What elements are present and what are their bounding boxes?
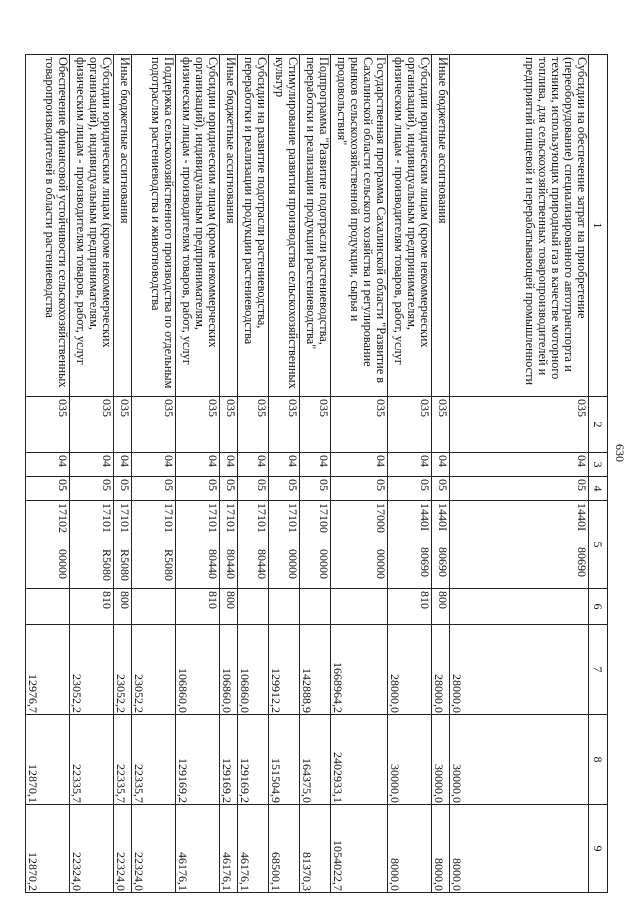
target-article-direction: R5080 <box>118 549 132 582</box>
amount-2019-cell: 22324,0 <box>70 805 114 893</box>
amount-2018-cell: 22335,7 <box>114 715 132 805</box>
expense-type-cell: 800 <box>432 589 450 625</box>
amount-2017-cell: 28000,0 <box>432 625 450 715</box>
expense-type-cell: 810 <box>176 589 220 625</box>
amount-2018-cell: 129169,2 <box>238 715 269 805</box>
expense-type-cell <box>238 589 269 625</box>
row-description: Субсидии на обеспечение затрат на приобретение (переоборудование) специализированного автотранспорта и техники, использующих природный газ в качестве моторного топлива, для сельскохозяйственных товаропроизводителей и предприятий пищевой и перерабатывающей промышленности <box>450 55 589 397</box>
amount-2019-cell: 8000,0 <box>432 805 450 893</box>
section-cell: 04 <box>388 453 432 477</box>
amount-2017-cell: 28000,0 <box>450 625 589 715</box>
amount-2019-cell: 81370,3 <box>300 805 331 893</box>
code-cell: 035 <box>114 397 132 453</box>
expense-type-cell: 810 <box>70 589 114 625</box>
target-article-program: 1440I <box>575 503 589 531</box>
amount-2017-cell: 106860,0 <box>238 625 269 715</box>
amount-2017-cell: 23052,2 <box>70 625 114 715</box>
target-article-cell <box>176 501 220 589</box>
amount-2017-cell: 12976,7 <box>26 625 70 715</box>
target-article-direction: 80690 <box>575 547 589 577</box>
header-cell: 4 <box>589 477 608 501</box>
section-cell: 04 <box>114 453 132 477</box>
subsection-cell: 05 <box>300 477 331 501</box>
target-article-program: 17101 <box>224 503 238 533</box>
section-cell: 04 <box>70 453 114 477</box>
code-cell: 035 <box>220 397 238 453</box>
budget-table <box>25 54 608 893</box>
table-row <box>26 55 70 893</box>
target-article-direction: 80690 <box>418 547 432 577</box>
code-cell: 035 <box>331 397 388 453</box>
code-cell: 035 <box>450 397 589 453</box>
target-article-direction: R5080 <box>100 549 114 582</box>
amount-2018-cell: 164375,0 <box>300 715 331 805</box>
target-article-program: 17101 <box>162 503 176 533</box>
table-row <box>432 55 450 893</box>
amount-2019-cell: 8000,0 <box>388 805 432 893</box>
section-cell: 04 <box>269 453 300 477</box>
section-cell: 04 <box>26 453 70 477</box>
code-cell: 035 <box>388 397 432 453</box>
subsection-cell: 05 <box>26 477 70 501</box>
target-article-program: 17101 <box>255 503 269 533</box>
header-cell: 6 <box>589 589 608 625</box>
amount-2017-cell: 129912,2 <box>269 625 300 715</box>
row-description: Подпрограмма "Развитие подотрасли растениеводства, переработки и реализации продукции растениеводства" <box>300 55 331 397</box>
amount-2018-cell: 129169,2 <box>176 715 220 805</box>
target-article-direction: 00000 <box>286 549 300 579</box>
table-row <box>331 55 388 893</box>
row-description: Стимулирование развития производства сельскохозяйственных культур <box>269 55 300 397</box>
amount-2019-cell: 46176,1 <box>176 805 220 893</box>
target-article-direction: 00000 <box>317 549 331 579</box>
subsection-cell: 05 <box>176 477 220 501</box>
target-article-cell <box>132 501 176 589</box>
amount-2017-cell: 28000,0 <box>388 625 432 715</box>
header-cell: 7 <box>589 625 608 715</box>
row-description: Субсидии юридическим лицам (кроме некоммерческих организаций), индивидуальным предпринимателям, физическим лицам - производителям товаров, работ, услуг <box>70 55 114 397</box>
table-row <box>238 55 269 893</box>
header-cell: 5 <box>589 501 608 589</box>
table-row <box>70 55 114 893</box>
row-description: Иные бюджетные ассигнования <box>220 55 238 397</box>
code-cell: 035 <box>176 397 220 453</box>
subsection-cell: 05 <box>388 477 432 501</box>
header-cell: 9 <box>589 805 608 893</box>
target-article-cell <box>70 501 114 589</box>
amount-2018-cell: 30000,0 <box>432 715 450 805</box>
amount-2019-cell: 22324,0 <box>132 805 176 893</box>
amount-2017-cell: 142888,9 <box>300 625 331 715</box>
section-cell: 04 <box>220 453 238 477</box>
target-article-direction: 00000 <box>374 549 388 579</box>
amount-2019-cell: 12870,2 <box>26 805 70 893</box>
target-article-program: 1440I <box>436 503 450 531</box>
row-description: Иные бюджетные ассигнования <box>114 55 132 397</box>
table-row <box>132 55 176 893</box>
expense-type-cell <box>26 589 70 625</box>
target-article-program: 17101 <box>100 503 114 533</box>
amount-2019-cell: 46176,1 <box>238 805 269 893</box>
table-row <box>220 55 238 893</box>
section-cell: 04 <box>300 453 331 477</box>
header-cell: 3 <box>589 453 608 477</box>
section-cell: 04 <box>132 453 176 477</box>
target-article-program: 17000 <box>374 503 388 533</box>
amount-2017-cell: 23052,2 <box>132 625 176 715</box>
subsection-cell: 05 <box>450 477 589 501</box>
amount-2019-cell: 1054022,7 <box>331 805 388 893</box>
code-cell: 035 <box>132 397 176 453</box>
target-article-program: 17101 <box>206 503 220 533</box>
target-article-cell <box>269 501 300 589</box>
expense-type-cell: 810 <box>388 589 432 625</box>
target-article-cell <box>331 501 388 589</box>
amount-2018-cell: 129169,2 <box>220 715 238 805</box>
target-article-cell <box>220 501 238 589</box>
target-article-cell <box>388 501 432 589</box>
expense-type-cell <box>269 589 300 625</box>
subsection-cell: 05 <box>269 477 300 501</box>
section-cell: 04 <box>238 453 269 477</box>
subsection-cell: 05 <box>220 477 238 501</box>
amount-2017-cell: 23052,2 <box>114 625 132 715</box>
target-article-program: 17100 <box>317 503 331 533</box>
row-description: Субсидии юридическим лицам (кроме некоммерческих организаций), индивидуальным предпринимателям, физическим лицам - производителям товаров, работ, услуг <box>176 55 220 397</box>
target-article-direction: R5080 <box>162 549 176 582</box>
target-article-cell <box>114 501 132 589</box>
subsection-cell: 05 <box>70 477 114 501</box>
table-row <box>269 55 300 893</box>
expense-type-cell: 800 <box>220 589 238 625</box>
target-article-cell <box>26 501 70 589</box>
target-article-cell <box>300 501 331 589</box>
target-article-direction: 00000 <box>56 549 70 579</box>
amount-2018-cell: 30000,0 <box>388 715 432 805</box>
section-cell: 04 <box>432 453 450 477</box>
subsection-cell: 05 <box>331 477 388 501</box>
section-cell: 04 <box>331 453 388 477</box>
target-article-program: 17101 <box>286 503 300 533</box>
target-article-program: 1440I <box>418 503 432 531</box>
target-article-direction: 80440 <box>255 549 269 579</box>
code-cell: 035 <box>432 397 450 453</box>
table-rotation-frame <box>26 54 608 892</box>
row-description: Обеспечение финансовой устойчивости сельскохозяйственных товаропроизводителей в области растениеводства <box>26 55 70 397</box>
row-description: Государственная программа Сахалинской области "Развитие в Сахалинской области сельского хозяйства и регулирование рынков сельскохозяйственной продукции, сырья и продовольствия" <box>331 55 388 397</box>
amount-2017-cell: 106860,0 <box>220 625 238 715</box>
section-cell: 04 <box>450 453 589 477</box>
header-cell: 2 <box>589 397 608 453</box>
target-article-cell <box>432 501 450 589</box>
header-row <box>589 55 608 893</box>
amount-2019-cell: 46176,1 <box>220 805 238 893</box>
amount-2018-cell: 151504,9 <box>269 715 300 805</box>
code-cell: 035 <box>70 397 114 453</box>
table-row <box>450 55 589 893</box>
target-article-direction: 80440 <box>224 549 238 579</box>
target-article-direction: 80440 <box>206 549 220 579</box>
amount-2018-cell: 22335,7 <box>70 715 114 805</box>
table-row <box>388 55 432 893</box>
amount-2019-cell: 8000,0 <box>450 805 589 893</box>
amount-2017-cell: 106860,0 <box>176 625 220 715</box>
page-number: 630 <box>613 444 627 462</box>
amount-2018-cell: 2402933,1 <box>331 715 388 805</box>
amount-2018-cell: 22335,7 <box>132 715 176 805</box>
row-description: Иные бюджетные ассигнования <box>432 55 450 397</box>
header-cell: 1 <box>589 55 608 397</box>
code-cell: 035 <box>26 397 70 453</box>
amount-2017-cell: 1668964,2 <box>331 625 388 715</box>
header-cell: 8 <box>589 715 608 805</box>
subsection-cell: 05 <box>132 477 176 501</box>
code-cell: 035 <box>300 397 331 453</box>
amount-2018-cell: 12870,1 <box>26 715 70 805</box>
expense-type-cell <box>450 589 589 625</box>
expense-type-cell <box>331 589 388 625</box>
row-description: Поддержка сельскохозяйственного производства по отдельным подотраслям растениеводства и животноводства <box>132 55 176 397</box>
subsection-cell: 05 <box>432 477 450 501</box>
expense-type-cell <box>300 589 331 625</box>
table-row <box>114 55 132 893</box>
target-article-cell <box>450 501 589 589</box>
amount-2019-cell: 68500,1 <box>269 805 300 893</box>
section-cell: 04 <box>176 453 220 477</box>
target-article-cell <box>238 501 269 589</box>
row-description: Субсидии юридическим лицам (кроме некоммерческих организаций), индивидуальным предпринимателям, физическим лицам - производителям товаров, работ, услуг <box>388 55 432 397</box>
code-cell: 035 <box>269 397 300 453</box>
subsection-cell: 05 <box>238 477 269 501</box>
expense-type-cell: 800 <box>114 589 132 625</box>
target-article-direction: 80690 <box>436 547 450 577</box>
table-row <box>176 55 220 893</box>
expense-type-cell <box>132 589 176 625</box>
target-article-program: 17101 <box>118 503 132 533</box>
amount-2018-cell: 30000,0 <box>450 715 589 805</box>
row-description: Субсидии на развитие подотрасли растениеводства, переработки и реализации продукции растениеводства <box>238 55 269 397</box>
subsection-cell: 05 <box>114 477 132 501</box>
target-article-program: 17102 <box>56 503 70 533</box>
amount-2019-cell: 22324,0 <box>114 805 132 893</box>
table-row <box>300 55 331 893</box>
code-cell: 035 <box>238 397 269 453</box>
